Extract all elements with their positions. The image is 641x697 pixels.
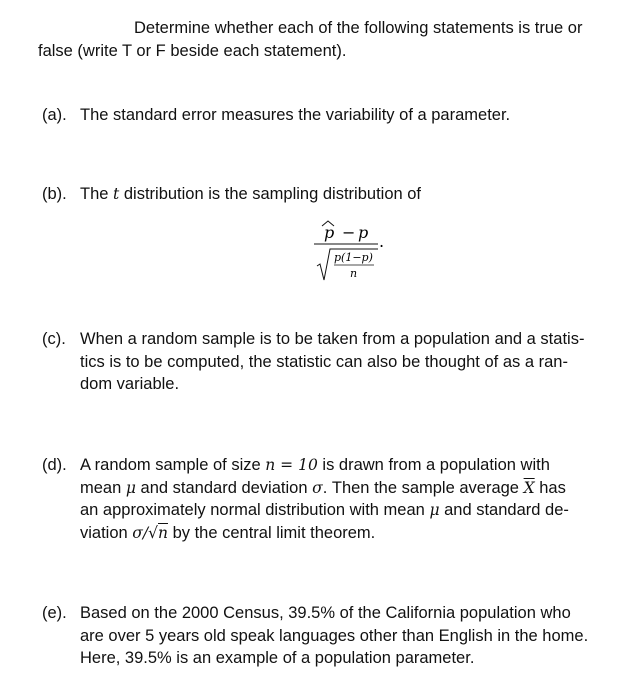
d-t7: an approximately normal distribution with mean [80, 501, 425, 519]
d-t10: by the central limit theorem. [172, 523, 376, 542]
item-c-line-1: When a random sample is to be taken from a population and a statis- [80, 330, 585, 348]
num-p-hat: p [324, 223, 335, 242]
d-t5: . Then the sample average [322, 478, 519, 497]
n-equals-10: n = 10 [265, 456, 318, 474]
item-b-label: (b). [42, 185, 67, 203]
intro-line-1: Determine whether each of the following statements is true or [134, 19, 583, 37]
item-c-text [80, 328, 610, 396]
item-c-line-2: tics is to be computed, the statistic can also be thought of as a ran- [80, 352, 568, 371]
intro-line-2: false (write T or F beside each statement). [38, 42, 347, 60]
var-t: t [113, 185, 120, 203]
item-b-pre: The [80, 185, 109, 203]
x-bar-symbol: $\overline{X}$ [523, 478, 535, 497]
item-e-line-3: Here, 39.5% is an example of a population parameter. [80, 649, 475, 667]
item-a-text: The standard error measures the variability of a parameter. [80, 106, 511, 124]
sigma-symbol: σ [312, 478, 323, 497]
mu-symbol-2: μ [429, 501, 440, 519]
sigma-over: σ/ [132, 523, 149, 542]
item-c-label: (c). [42, 330, 66, 348]
formula-phat-minus-p [308, 218, 408, 288]
d-t8: and standard de- [444, 501, 569, 519]
d-t4: and standard deviation [140, 478, 308, 497]
num-minus: − [342, 223, 356, 242]
d-t1: A random sample of size [80, 456, 261, 474]
mu-symbol: μ [125, 478, 136, 497]
num-p: p [358, 223, 369, 242]
sqrt-radical: √ [148, 523, 158, 542]
item-e-line-2: are over 5 years old speak languages other than English in the home. [80, 626, 589, 645]
sqrt-n: n [158, 523, 168, 542]
item-d-label: (d). [42, 456, 67, 474]
d-t9: viation [80, 523, 128, 542]
item-d-line-3 [80, 499, 610, 522]
item-e-text [80, 602, 610, 670]
item-a-label: (a). [42, 106, 67, 124]
item-e-line-1: Based on the 2000 Census, 39.5% of the California population who [80, 604, 571, 622]
den-n: n [350, 267, 358, 280]
item-b-post: distribution is the sampling distribution of [123, 185, 422, 203]
item-d-line-4 [80, 522, 610, 545]
d-t2: is drawn from a population with [322, 456, 550, 474]
den-inner: p(1−p) [334, 251, 373, 264]
item-d-line-1 [80, 454, 610, 477]
d-t3: mean [80, 478, 122, 497]
item-e-label: (e). [42, 604, 67, 622]
formula-period: . [379, 232, 385, 251]
item-d-text [80, 454, 610, 544]
d-t6: has [539, 478, 566, 497]
item-b-text [80, 183, 610, 206]
item-d-line-2 [80, 477, 610, 500]
item-c-line-3: dom variable. [80, 375, 180, 393]
